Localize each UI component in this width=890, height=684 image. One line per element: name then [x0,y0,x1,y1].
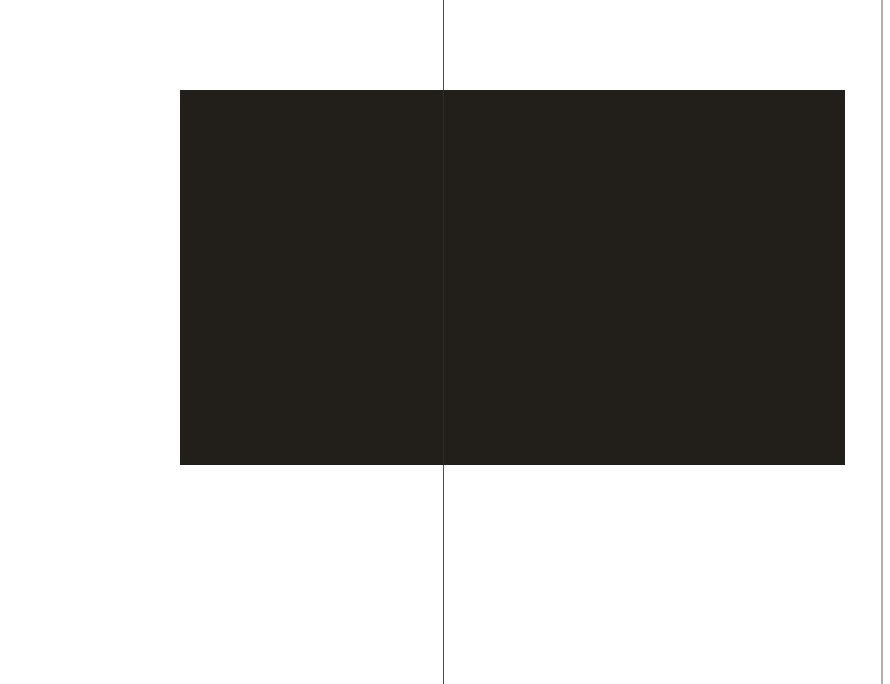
left-page-wide-text [38,474,410,477]
ossuary-photo-rendering [180,90,845,465]
left-page-text-column [38,90,175,93]
ossuary-photo [180,90,845,465]
right-page-text [487,474,853,477]
page-gutter-line [443,0,444,684]
page-edge-line [881,0,883,684]
